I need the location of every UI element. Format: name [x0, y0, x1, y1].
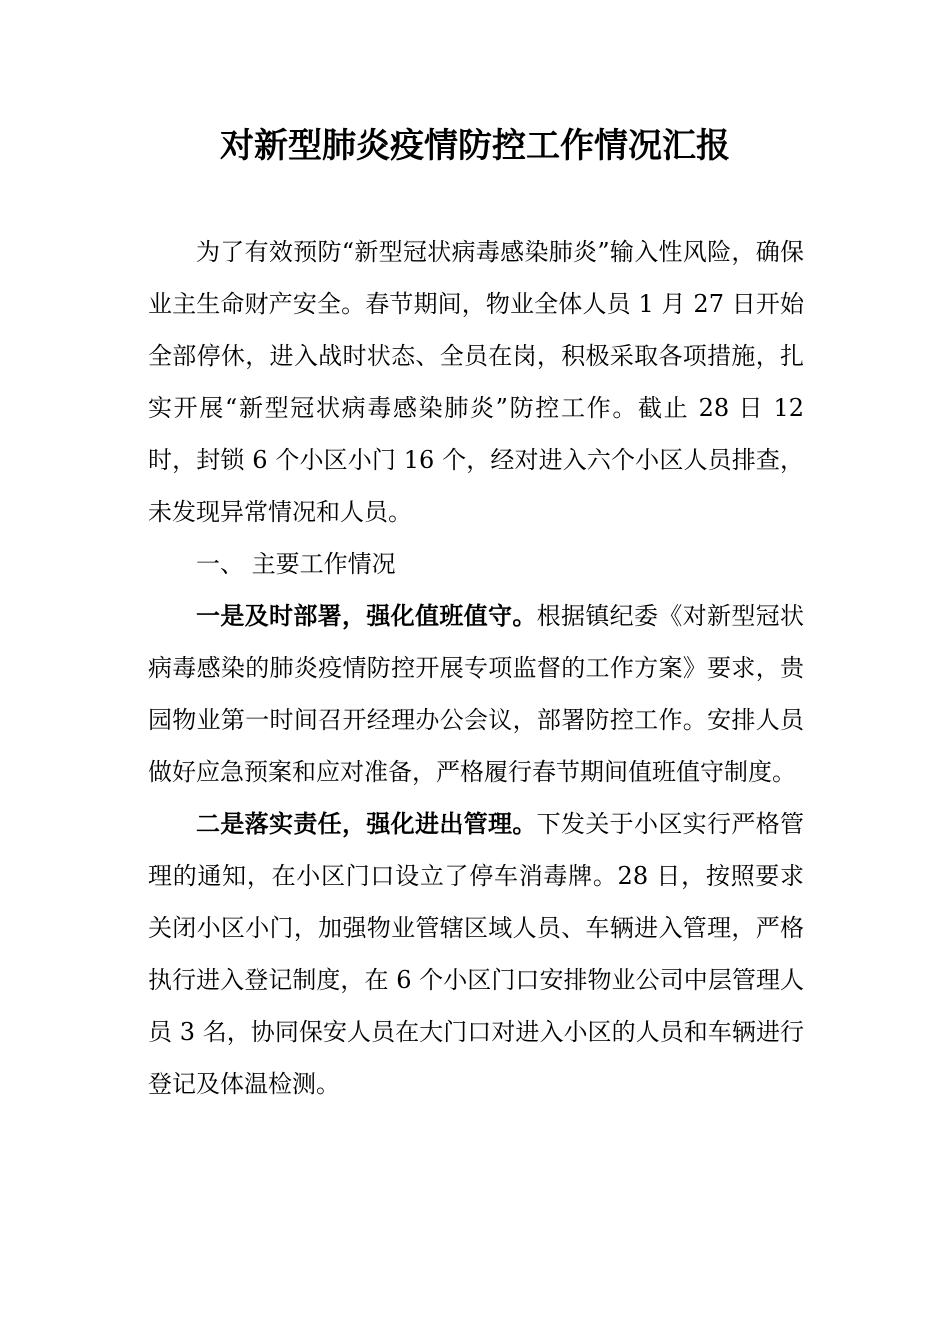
work-item-paragraph	[148, 798, 804, 1110]
work-item-paragraph	[148, 590, 804, 798]
work-item-text: 根据镇纪委《对新型冠状病毒感染的肺炎疫情防控开展专项监督的工作方案》要求，贵园物业第一时间召开经理办公会议，部署防控工作。安排人员做好应急预案和应对准备，严格履行春节期间值班值守制度。	[148, 602, 805, 786]
work-item-lead: 一是及时部署，强化值班值守。	[196, 602, 537, 630]
document-body	[148, 226, 804, 1110]
document-title: 对新型肺炎疫情防控工作情况汇报	[220, 126, 730, 166]
intro-paragraph: 为了有效预防“新型冠状病毒感染肺炎”输入性风险，确保业主生命财产安全。春节期间，物业全体人员 1 月 27 日开始全部停休，进入战时状态、全员在岗，积极采取各项措施，扎实开展“新型冠状病毒感染肺炎”防控工作。截止 28 日 12 时，封锁 6 个小区小门 16 个，经对进入六个小区人员排查，未发现异常情况和人员。	[148, 238, 804, 526]
work-item-lead: 二是落实责任，强化进出管理。	[196, 810, 537, 838]
section-heading: 一、 主要工作情况	[196, 550, 396, 578]
work-item-text: 下发关于小区实行严格管理的通知，在小区门口设立了停车消毒牌。28 日，按照要求关闭小区小门，加强物业管辖区域人员、车辆进入管理，严格执行进入登记制度，在 6 个小区门口安排物业公司中层管理人员 3 名，协同保安人员在大门口对进入小区的人员和车辆进行登记及体温检测。	[148, 810, 805, 1098]
